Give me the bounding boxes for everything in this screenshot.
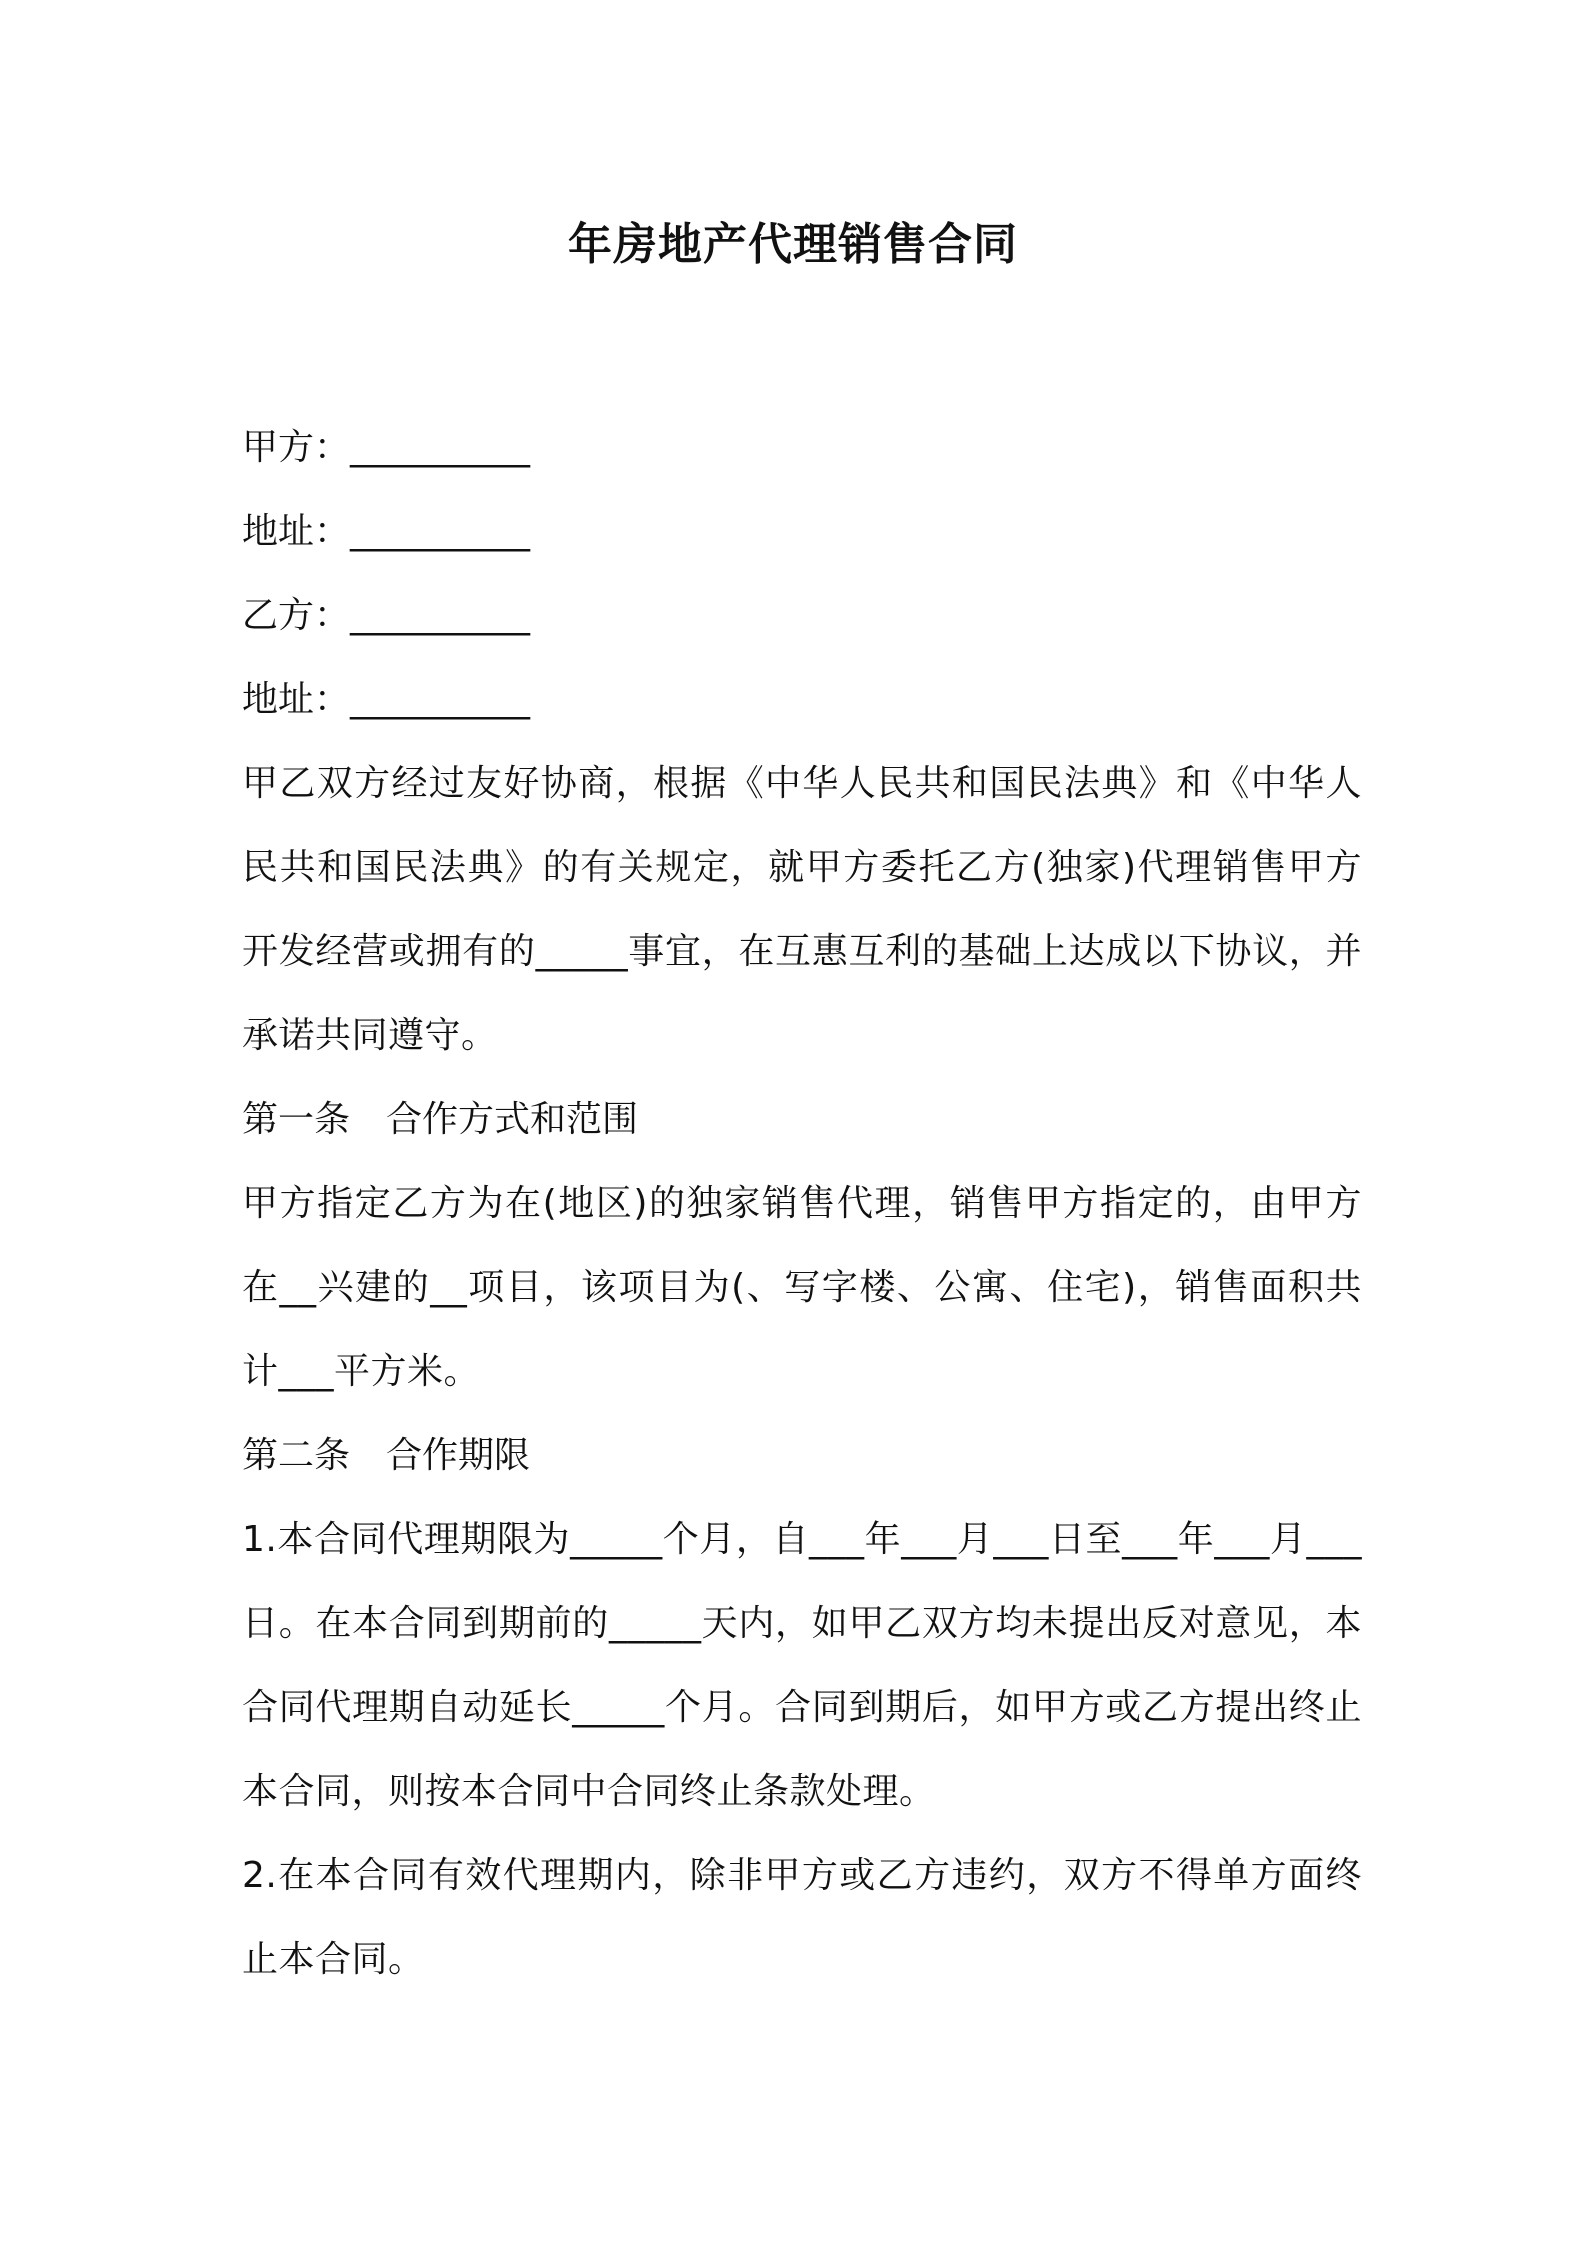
party-b-address-line: 地址：__________ [242,679,531,720]
document-body [242,406,1362,2002]
party-a-address-line: 地址：__________ [242,511,531,552]
document-title: 年房地产代理销售合同 [568,219,1018,270]
article-1-heading: 第一条 合作方式和范围 [242,1099,639,1140]
article-2-clause-2: 2.在本合同有效代理期内，除非甲方或乙方违约，双方不得单方面终止本合同。 [242,1855,1362,1980]
party-b-line: 乙方：__________ [242,595,531,636]
article-2-heading: 第二条 合作期限 [242,1435,531,1476]
party-a-line: 甲方：__________ [242,427,531,468]
preamble-paragraph: 甲乙双方经过友好协商，根据《中华人民共和国民法典》和《中华人民共和国民法典》的有关规定，就甲方委托乙方(独家)代理销售甲方开发经营或拥有的_____事宜，在互惠互利的基础上达成以下协议，并承诺共同遵守。 [242,763,1362,1056]
article-2-clause-1: 1.本合同代理期限为_____个月，自___年___月___日至___年___月___日。在本合同到期前的_____天内，如甲乙双方均未提出反对意见，本合同代理期自动延长_____个月。合同到期后，如甲方或乙方提出终止本合同，则按本合同中合同终止条款处理。 [242,1519,1362,1812]
article-1-paragraph: 甲方指定乙方为在(地区)的独家销售代理，销售甲方指定的，由甲方在__兴建的__项目，该项目为(、写字楼、公寓、住宅)，销售面积共计___平方米。 [242,1183,1362,1392]
